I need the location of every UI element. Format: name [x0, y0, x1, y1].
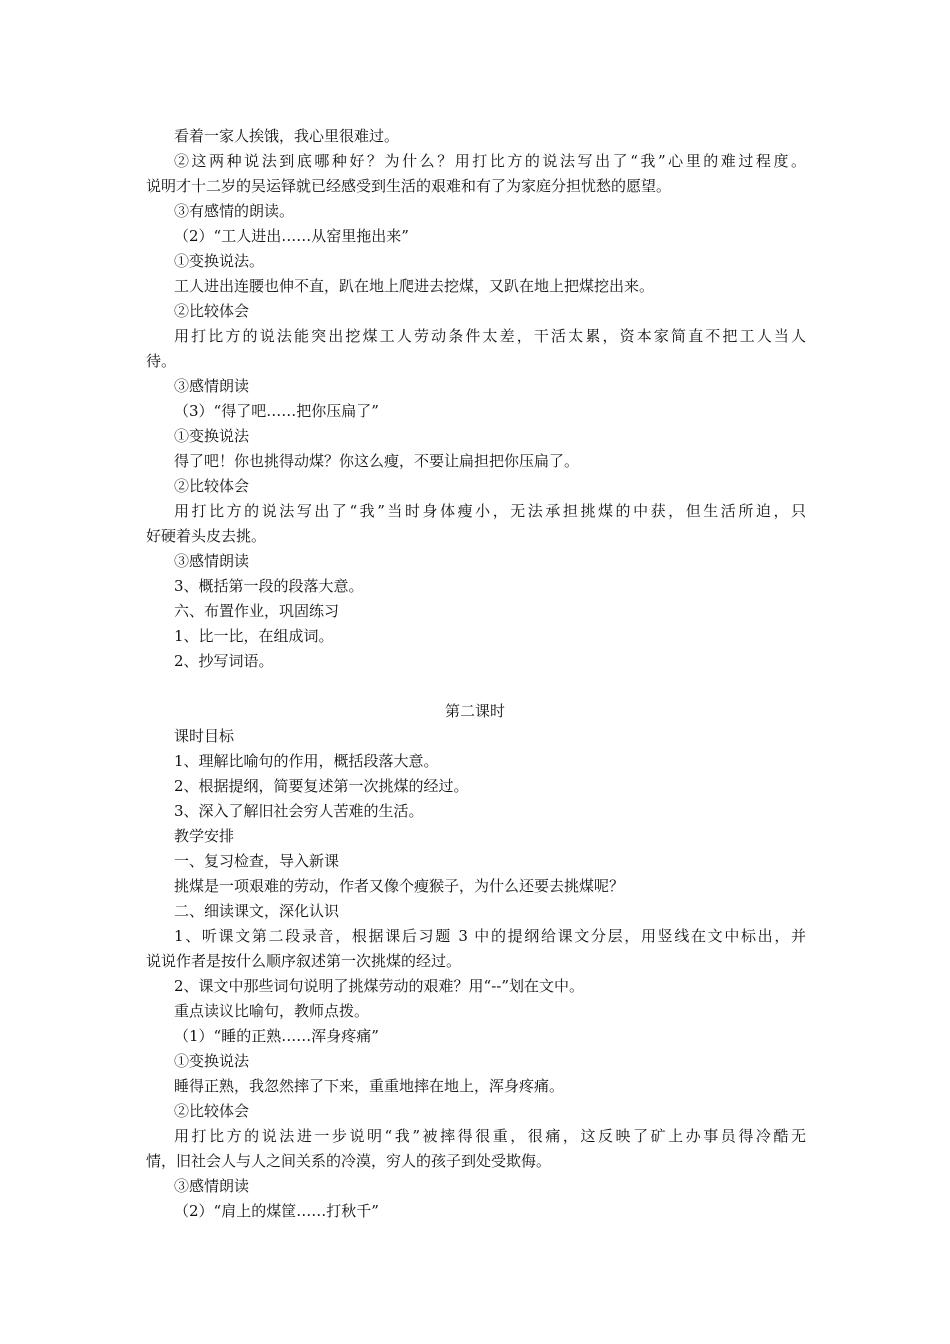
- text-line: 用打比方的说法能突出挖煤工人劳动条件太差，干活太累，资本家简直不把工人当人: [174, 327, 806, 345]
- text-line: （3）“得了吧……把你压扁了”: [174, 402, 379, 420]
- text-line: ③感情朗读: [174, 377, 250, 395]
- text-line: 用打比方的说法进一步说明“我”被摔得很重，很痛，这反映了矿上办事员得冷酷无: [174, 1127, 806, 1145]
- text-line: 重点读议比喻句，教师点拨。: [174, 1002, 370, 1020]
- text-line: 挑煤是一项艰难的劳动，作者又像个瘦猴子，为什么还要去挑煤呢？: [174, 877, 625, 895]
- text-line: 2、根据提纲，简要复述第一次挑煤的经过。: [174, 777, 469, 795]
- text-line: ③有感情的朗读。: [174, 202, 295, 220]
- text-line: （1）“睡的正熟……浑身疼痛”: [174, 1027, 379, 1045]
- text-line: ①变换说法: [174, 427, 250, 445]
- text-line: 睡得正熟，我忽然摔了下来，重重地摔在地上，浑身疼痛。: [174, 1077, 565, 1095]
- text-line: 3、概括第一段的段落大意。: [174, 577, 364, 595]
- text-line: ①变换说法。: [174, 252, 265, 270]
- text-line: ③感情朗读: [174, 1177, 250, 1195]
- text-line: 1、比一比，在组成词。: [174, 627, 334, 645]
- text-line: 课时目标: [174, 727, 235, 745]
- text-line: ③感情朗读: [174, 552, 250, 570]
- text-line: 1、理解比喻句的作用，概括段落大意。: [174, 752, 439, 770]
- text-line: 说说作者是按什么顺序叙述第一次挑煤的经过。: [146, 952, 462, 970]
- text-line: 3、深入了解旧社会穷人苦难的生活。: [174, 802, 424, 820]
- text-line: 六、布置作业，巩固练习: [174, 602, 340, 620]
- text-line: 用打比方的说法写出了“我”当时身体瘦小，无法承担挑煤的中获，但生活所迫，只: [174, 502, 806, 520]
- text-line: 2、抄写词语。: [174, 652, 274, 670]
- text-line: ②比较体会: [174, 1102, 250, 1120]
- text-line: 说明才十二岁的吴运铎就已经感受到生活的艰难和有了为家庭分担忧愁的愿望。: [146, 177, 672, 195]
- text-line: 一、复习检查，导入新课: [174, 852, 340, 870]
- text-line: 教学安排: [174, 827, 235, 845]
- text-line: ②这两种说法到底哪种好？为什么？用打比方的说法写出了“我”心里的难过程度。: [174, 152, 806, 170]
- text-line: 待。: [146, 352, 177, 370]
- text-line: ①变换说法: [174, 1052, 250, 1070]
- text-line: （2）“工人进出……从窑里拖出来”: [174, 227, 409, 245]
- text-line: 2、课文中那些词句说明了挑煤劳动的艰难？用“--”划在文中。: [174, 977, 585, 995]
- section-heading: 第二课时: [444, 702, 505, 720]
- text-line: 工人进出连腰也伸不直，趴在地上爬进去挖煤，又趴在地上把煤挖出来。: [174, 277, 655, 295]
- text-line: （2）“肩上的煤筐……打秋千”: [174, 1202, 379, 1220]
- text-line: 情，旧社会人与人之间关系的冷漠，穷人的孩子到处受欺侮。: [146, 1152, 552, 1170]
- text-line: 看着一家人挨饿，我心里很难过。: [174, 127, 400, 145]
- text-line: 二、细读课文，深化认识: [174, 902, 340, 920]
- text-line: ②比较体会: [174, 477, 250, 495]
- text-line: 1、听课文第二段录音，根据课后习题 3 中的提纲给课文分层，用竖线在文中标出，并: [174, 927, 806, 945]
- text-line: 得了吧！你也挑得动煤？你这么瘦，不要让扁担把你压扁了。: [174, 452, 580, 470]
- text-line: ②比较体会: [174, 302, 250, 320]
- text-line: 好硬着头皮去挑。: [146, 527, 267, 545]
